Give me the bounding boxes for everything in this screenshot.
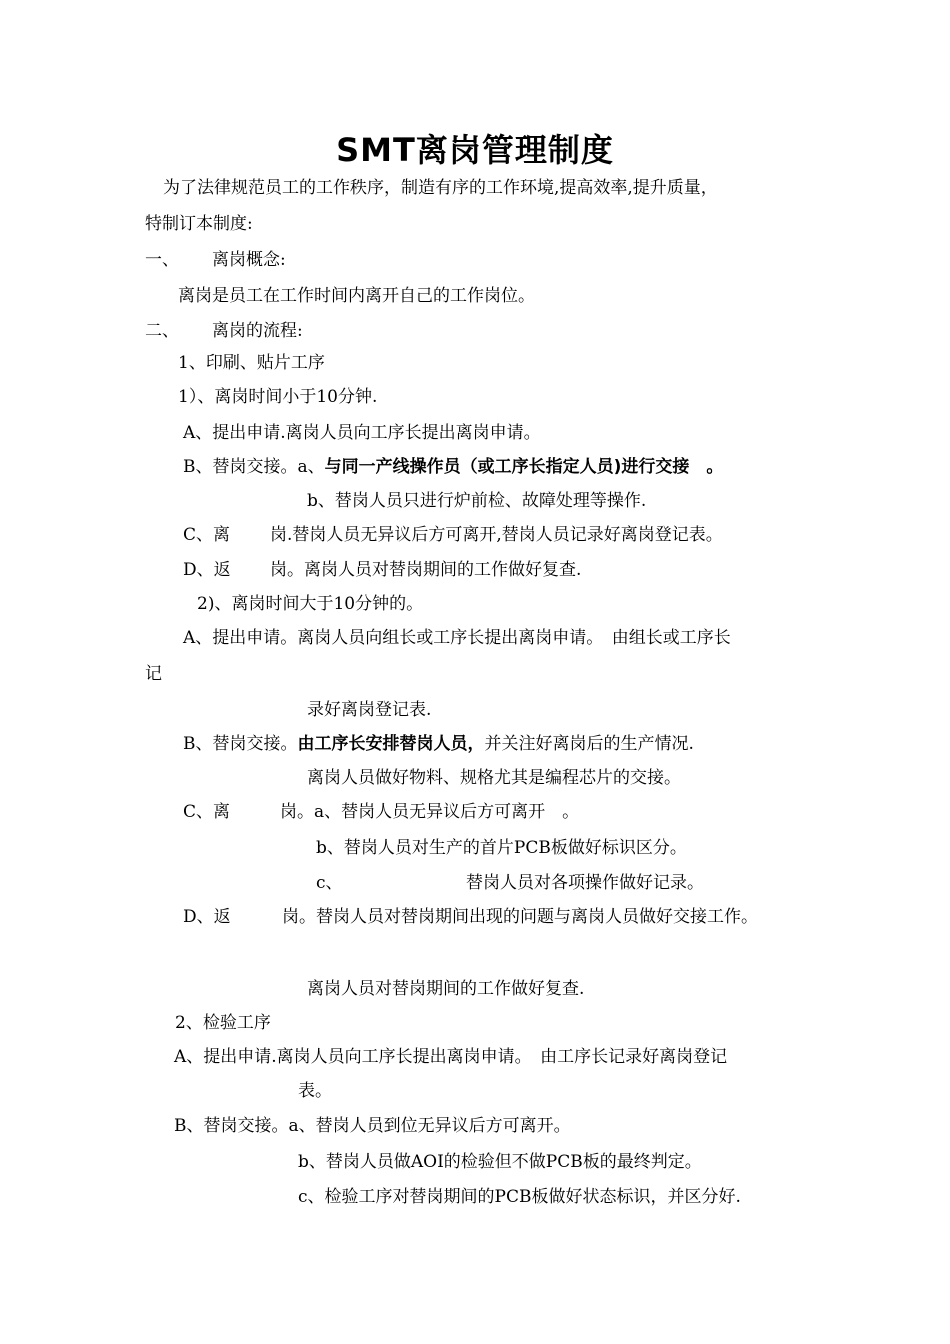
step-b-bold-text: 由工序长安排替岗人员， [297, 734, 485, 754]
proc-2-step-b: B、替岗交接。a、替岗人员到位无异议后方可离开。 [174, 1116, 571, 1136]
proc-1-sub-1-heading: 1）、离岗时间小于10分钟. [178, 387, 378, 407]
step-b-prefix: B、替岗交接。a、 [183, 457, 325, 477]
section-1-heading: 离岗概念: [212, 250, 286, 270]
proc-1-sub-1-step-c-text: 岗.替岗人员无异议后方可离开,替岗人员记录好离岗登记表。 [270, 525, 723, 545]
proc-1-sub-2-step-d-label: D、返 [183, 907, 231, 927]
proc-1-sub-2-step-c3-label: c、 [316, 873, 343, 893]
proc-1-sub-2-step-c3-text: 替岗人员对各项操作做好记录。 [466, 873, 704, 893]
proc-2-step-b2: b、替岗人员做AOI的检验但不做PCB板的最终判定。 [298, 1152, 702, 1172]
proc-1-sub-2-step-c-text: 岗。a、替岗人员无异议后方可离开 。 [280, 802, 580, 822]
proc-2-step-a: A、提出申请.离岗人员向工序长提出离岗申请。 由工序长记录好离岗登记 [174, 1047, 728, 1067]
proc-1-sub-2-step-b [183, 732, 694, 756]
proc-1-sub-1-step-d-label: D、返 [183, 560, 231, 580]
proc-1-heading: 1、印刷、贴片工序 [178, 353, 325, 373]
intro-line-1: 为了法律规范员工的工作秩序，制造有序的工作环境,提高效率,提升质量， [163, 178, 718, 198]
proc-1-sub-1-step-a: A、提出申请.离岗人员向工序长提出离岗申请。 [183, 423, 541, 443]
proc-1-sub-1-step-d-text: 岗。离岗人员对替岗期间的工作做好复查. [270, 560, 582, 580]
document-title: SMT离岗管理制度 [336, 131, 614, 169]
step-b-rest: 并关注好离岗后的生产情况. [484, 734, 694, 754]
step-b-prefix: B、替岗交接。 [183, 734, 298, 754]
proc-1-sub-2-step-c-label: C、离 [183, 802, 231, 822]
step-b-bold-text: 与同一产线操作员（或工序长指定人员)进行交接 。 [324, 457, 724, 477]
section-2-number: 二、 [145, 321, 179, 341]
proc-1-sub-1-step-b [183, 455, 723, 479]
proc-2-step-b3: c、检验工序对替岗期间的PCB板做好状态标识，并区分好. [298, 1187, 741, 1207]
proc-1-sub-2-step-b2: 离岗人员做好物料、规格尤其是编程芯片的交接。 [307, 768, 681, 788]
proc-1-sub-2-step-d2: 离岗人员对替岗期间的工作做好复查. [307, 979, 585, 999]
section-2-heading: 离岗的流程: [212, 321, 303, 341]
proc-1-sub-1-step-c-label: C、离 [183, 525, 231, 545]
proc-1-sub-2-step-a-cont: 录好离岗登记表. [307, 700, 432, 720]
proc-1-sub-2-step-c2: b、替岗人员对生产的首片PCB板做好标识区分。 [316, 838, 687, 858]
section-1-body: 离岗是员工在工作时间内离开自己的工作岗位。 [178, 286, 535, 306]
intro-line-2: 特制订本制度: [145, 214, 253, 234]
proc-1-sub-2-step-d-text: 岗。替岗人员对替岗期间出现的问题与离岗人员做好交接工作。 [282, 907, 758, 927]
proc-1-sub-2-heading: 2)、离岗时间大于10分钟的。 [197, 594, 424, 614]
proc-2-heading: 2、检验工序 [175, 1013, 271, 1033]
proc-1-sub-1-step-b2: b、替岗人员只进行炉前检、故障处理等操作. [307, 491, 647, 511]
section-1-number: 一、 [145, 250, 179, 270]
proc-1-sub-2-step-a-wrap: 记 [145, 664, 162, 684]
proc-2-step-a-cont: 表。 [298, 1081, 332, 1101]
proc-1-sub-2-step-a: A、提出申请。离岗人员向组长或工序长提出离岗申请。 由组长或工序长 [183, 628, 731, 648]
